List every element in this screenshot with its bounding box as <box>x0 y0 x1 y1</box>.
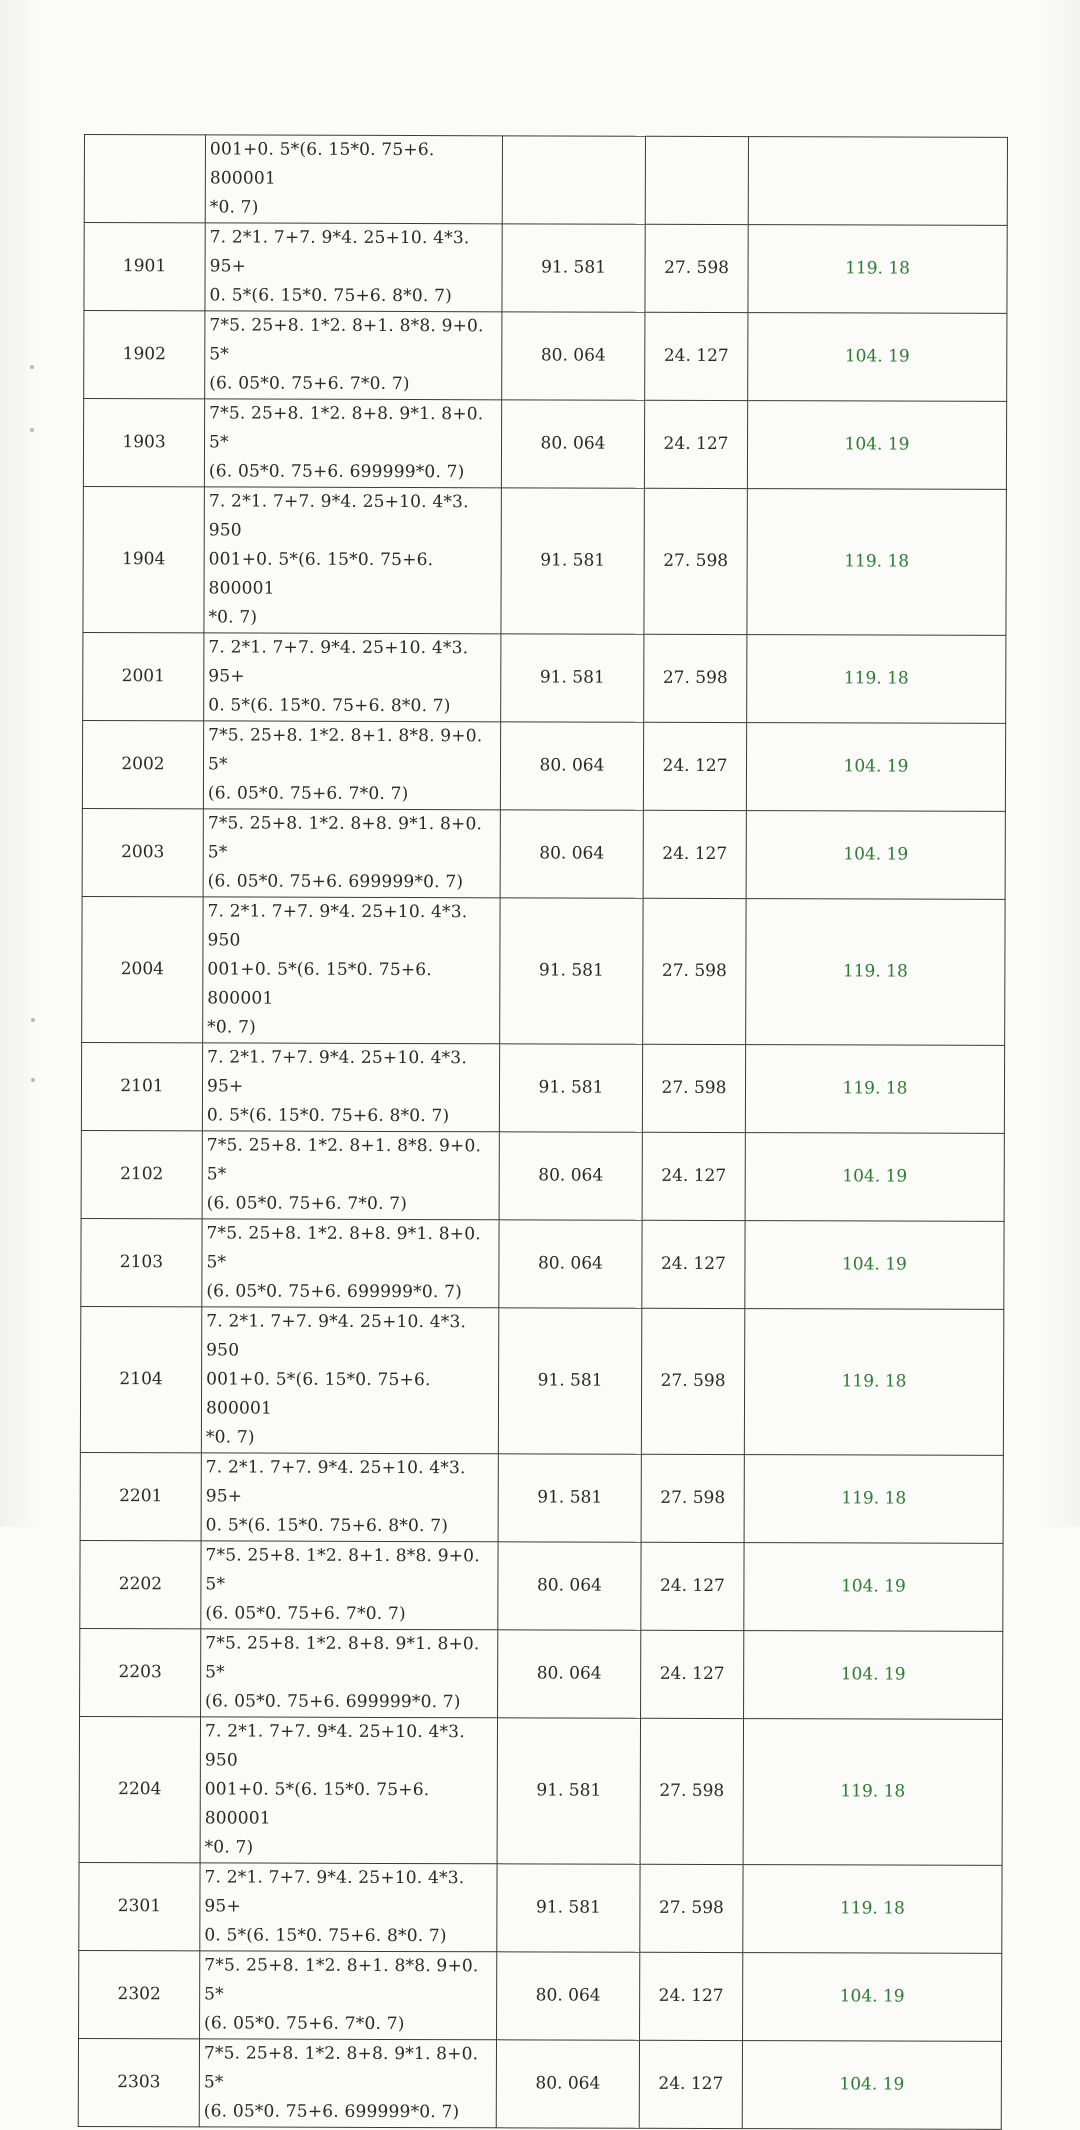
room-number-cell: 2203 <box>80 1628 201 1716</box>
table-row <box>80 1452 1003 1543</box>
shared-area-cell: 24. 127 <box>642 1220 745 1308</box>
total-area-cell: 104. 19 <box>745 1221 1004 1310</box>
inner-area-cell: 80. 064 <box>496 2040 639 2128</box>
table-row <box>81 1130 1004 1221</box>
total-area-cell: 119. 18 <box>745 1045 1004 1134</box>
area-formula-cell: 7. 2*1. 7+7. 9*4. 25+10. 4*3. 950 001+0. 5*(6. 15*0. 75+6. 800001 *0. 7) <box>204 487 501 634</box>
shared-area-cell: 27. 598 <box>644 488 747 634</box>
area-formula-cell: 7. 2*1. 7+7. 9*4. 25+10. 4*3. 950 001+0. 5*(6. 15*0. 75+6. 800001 *0. 7) <box>200 1717 497 1864</box>
total-area-cell: 119. 18 <box>747 635 1006 724</box>
table-row <box>84 223 1007 314</box>
area-formula-cell: 7*5. 25+8. 1*2. 8+8. 9*1. 8+0. 5* (6. 05*0. 75+6. 699999*0. 7) <box>201 1629 498 1718</box>
room-number-cell: 2101 <box>81 1042 202 1130</box>
shared-area-cell: 27. 598 <box>644 634 747 722</box>
shared-area-cell: 24. 127 <box>644 400 747 488</box>
room-number-cell: 1904 <box>83 486 204 632</box>
total-area-cell: 104. 19 <box>748 313 1007 402</box>
shared-area-cell: 24. 127 <box>645 312 748 400</box>
room-number-cell: 2002 <box>82 720 203 808</box>
table-row <box>79 1950 1002 2041</box>
table-row <box>82 720 1005 811</box>
inner-area-cell: 91. 581 <box>498 1454 641 1542</box>
table-row <box>82 808 1005 899</box>
shared-area-cell: 24. 127 <box>641 1542 744 1630</box>
inner-area-cell: 91. 581 <box>497 1864 640 1952</box>
area-formula-cell: 7. 2*1. 7+7. 9*4. 25+10. 4*3. 95+ 0. 5*(6. 15*0. 75+6. 8*0. 7) <box>200 1863 497 1952</box>
inner-area-cell: 80. 064 <box>499 1132 642 1220</box>
total-area-cell: 104. 19 <box>742 2041 1001 2130</box>
table-row <box>83 399 1006 490</box>
table-row <box>78 2038 1001 2129</box>
inner-area-cell: 80. 064 <box>501 400 644 488</box>
scan-speck <box>30 428 34 432</box>
inner-area-cell: 91. 581 <box>498 1308 641 1454</box>
area-formula-cell: 7*5. 25+8. 1*2. 8+8. 9*1. 8+0. 5* (6. 05*0. 75+6. 699999*0. 7) <box>199 2039 496 2128</box>
inner-area-cell: 80. 064 <box>500 810 643 898</box>
table-row <box>84 135 1007 226</box>
inner-area-cell: 91. 581 <box>497 1718 640 1864</box>
room-number-cell: 2103 <box>81 1218 202 1306</box>
table-row <box>81 1218 1004 1309</box>
room-number-cell: 2201 <box>80 1452 201 1540</box>
total-area-cell: 119. 18 <box>747 489 1006 636</box>
shared-area-cell: 24. 127 <box>642 1132 745 1220</box>
total-area-cell: 104. 19 <box>747 401 1006 490</box>
inner-area-cell: 80. 064 <box>498 1630 641 1718</box>
total-area-cell: 104. 19 <box>744 1631 1003 1720</box>
room-number-cell: 2204 <box>79 1716 200 1862</box>
area-formula-cell: 7*5. 25+8. 1*2. 8+1. 8*8. 9+0. 5* (6. 05*0. 75+6. 7*0. 7) <box>203 721 500 810</box>
area-formula-cell: 001+0. 5*(6. 15*0. 75+6. 800001 *0. 7) <box>205 135 502 224</box>
room-number-cell: 1903 <box>83 399 204 487</box>
inner-area-cell: 80. 064 <box>499 1220 642 1308</box>
room-number-cell: 2003 <box>82 808 203 896</box>
inner-area-cell: 80. 064 <box>500 722 643 810</box>
table-row <box>83 486 1006 635</box>
room-number-cell: 2004 <box>82 896 203 1042</box>
area-formula-cell: 7*5. 25+8. 1*2. 8+8. 9*1. 8+0. 5* (6. 05*0. 75+6. 699999*0. 7) <box>202 1219 499 1308</box>
total-area-cell: 104. 19 <box>745 1133 1004 1222</box>
area-formula-cell: 7. 2*1. 7+7. 9*4. 25+10. 4*3. 95+ 0. 5*(6. 15*0. 75+6. 8*0. 7) <box>204 633 501 722</box>
room-number-cell <box>84 135 205 223</box>
shared-area-cell <box>645 136 748 224</box>
area-formula-cell: 7*5. 25+8. 1*2. 8+1. 8*8. 9+0. 5* (6. 05*0. 75+6. 7*0. 7) <box>205 311 502 400</box>
table-row <box>84 311 1007 402</box>
scan-speck <box>30 365 34 369</box>
table-row <box>82 896 1005 1045</box>
shared-area-cell: 27. 598 <box>645 224 748 312</box>
shared-area-cell: 24. 127 <box>641 1630 744 1718</box>
table-body <box>78 135 1007 2130</box>
room-number-cell: 2303 <box>78 2038 199 2126</box>
shared-area-cell: 24. 127 <box>643 810 746 898</box>
shared-area-cell: 27. 598 <box>643 898 746 1044</box>
room-number-cell: 1902 <box>84 311 205 399</box>
shared-area-cell: 27. 598 <box>640 1718 743 1864</box>
inner-area-cell <box>502 136 645 224</box>
inner-area-cell: 91. 581 <box>500 898 643 1044</box>
total-area-cell: 119. 18 <box>748 225 1007 314</box>
shared-area-cell: 24. 127 <box>639 2040 742 2128</box>
total-area-cell: 119. 18 <box>744 1309 1003 1456</box>
room-number-cell: 2202 <box>80 1540 201 1628</box>
total-area-cell: 119. 18 <box>743 1865 1002 1954</box>
area-formula-cell: 7. 2*1. 7+7. 9*4. 25+10. 4*3. 950 001+0. 5*(6. 15*0. 75+6. 800001 *0. 7) <box>203 897 500 1044</box>
inner-area-cell: 91. 581 <box>502 224 645 312</box>
table-row <box>80 1628 1003 1719</box>
table-row <box>79 1716 1002 1865</box>
total-area-cell: 104. 19 <box>746 723 1005 812</box>
room-number-cell: 2302 <box>79 1950 200 2038</box>
table-row <box>79 1862 1002 1953</box>
room-number-cell: 2001 <box>83 632 204 720</box>
shared-area-cell: 27. 598 <box>641 1454 744 1542</box>
room-number-cell: 2301 <box>79 1862 200 1950</box>
shared-area-cell: 24. 127 <box>640 1952 743 2040</box>
shared-area-cell: 24. 127 <box>643 722 746 810</box>
table-row <box>80 1306 1003 1455</box>
area-formula-cell: 7*5. 25+8. 1*2. 8+1. 8*8. 9+0. 5* (6. 05*0. 75+6. 7*0. 7) <box>202 1131 499 1220</box>
room-number-cell: 1901 <box>84 223 205 311</box>
total-area-cell: 119. 18 <box>746 899 1005 1046</box>
room-number-cell: 2104 <box>80 1306 201 1452</box>
total-area-cell: 104. 19 <box>743 1953 1002 2042</box>
area-formula-cell: 7*5. 25+8. 1*2. 8+8. 9*1. 8+0. 5* (6. 05*0. 75+6. 699999*0. 7) <box>203 809 500 898</box>
table-row <box>80 1540 1003 1631</box>
table-row <box>83 632 1006 723</box>
room-number-cell: 2102 <box>81 1130 202 1218</box>
total-area-cell: 104. 19 <box>744 1543 1003 1632</box>
inner-area-cell: 91. 581 <box>501 488 644 634</box>
total-area-cell: 119. 18 <box>744 1455 1003 1544</box>
shared-area-cell: 27. 598 <box>641 1308 744 1454</box>
total-area-cell: 119. 18 <box>743 1719 1002 1866</box>
inner-area-cell: 80. 064 <box>502 312 645 400</box>
shared-area-cell: 27. 598 <box>642 1044 745 1132</box>
inner-area-cell: 80. 064 <box>497 1952 640 2040</box>
area-formula-cell: 7. 2*1. 7+7. 9*4. 25+10. 4*3. 950 001+0. 5*(6. 15*0. 75+6. 800001 *0. 7) <box>201 1307 498 1454</box>
scan-speck <box>31 1018 35 1022</box>
area-formula-cell: 7*5. 25+8. 1*2. 8+1. 8*8. 9+0. 5* (6. 05*0. 75+6. 7*0. 7) <box>200 1951 497 2040</box>
area-formula-cell: 7*5. 25+8. 1*2. 8+8. 9*1. 8+0. 5* (6. 05*0. 75+6. 699999*0. 7) <box>204 399 501 488</box>
scan-speck <box>31 1078 35 1082</box>
area-formula-cell: 7. 2*1. 7+7. 9*4. 25+10. 4*3. 95+ 0. 5*(6. 15*0. 75+6. 8*0. 7) <box>202 1043 499 1132</box>
inner-area-cell: 91. 581 <box>501 634 644 722</box>
area-calculation-table <box>78 134 1008 2130</box>
total-area-cell: 104. 19 <box>746 811 1005 900</box>
inner-area-cell: 80. 064 <box>498 1542 641 1630</box>
table-row <box>81 1042 1004 1133</box>
area-formula-cell: 7*5. 25+8. 1*2. 8+1. 8*8. 9+0. 5* (6. 05*0. 75+6. 7*0. 7) <box>201 1541 498 1630</box>
shared-area-cell: 27. 598 <box>640 1864 743 1952</box>
total-area-cell <box>748 137 1007 226</box>
area-formula-cell: 7. 2*1. 7+7. 9*4. 25+10. 4*3. 95+ 0. 5*(6. 15*0. 75+6. 8*0. 7) <box>205 223 502 312</box>
inner-area-cell: 91. 581 <box>499 1044 642 1132</box>
area-formula-cell: 7. 2*1. 7+7. 9*4. 25+10. 4*3. 95+ 0. 5*(6. 15*0. 75+6. 8*0. 7) <box>201 1453 498 1542</box>
